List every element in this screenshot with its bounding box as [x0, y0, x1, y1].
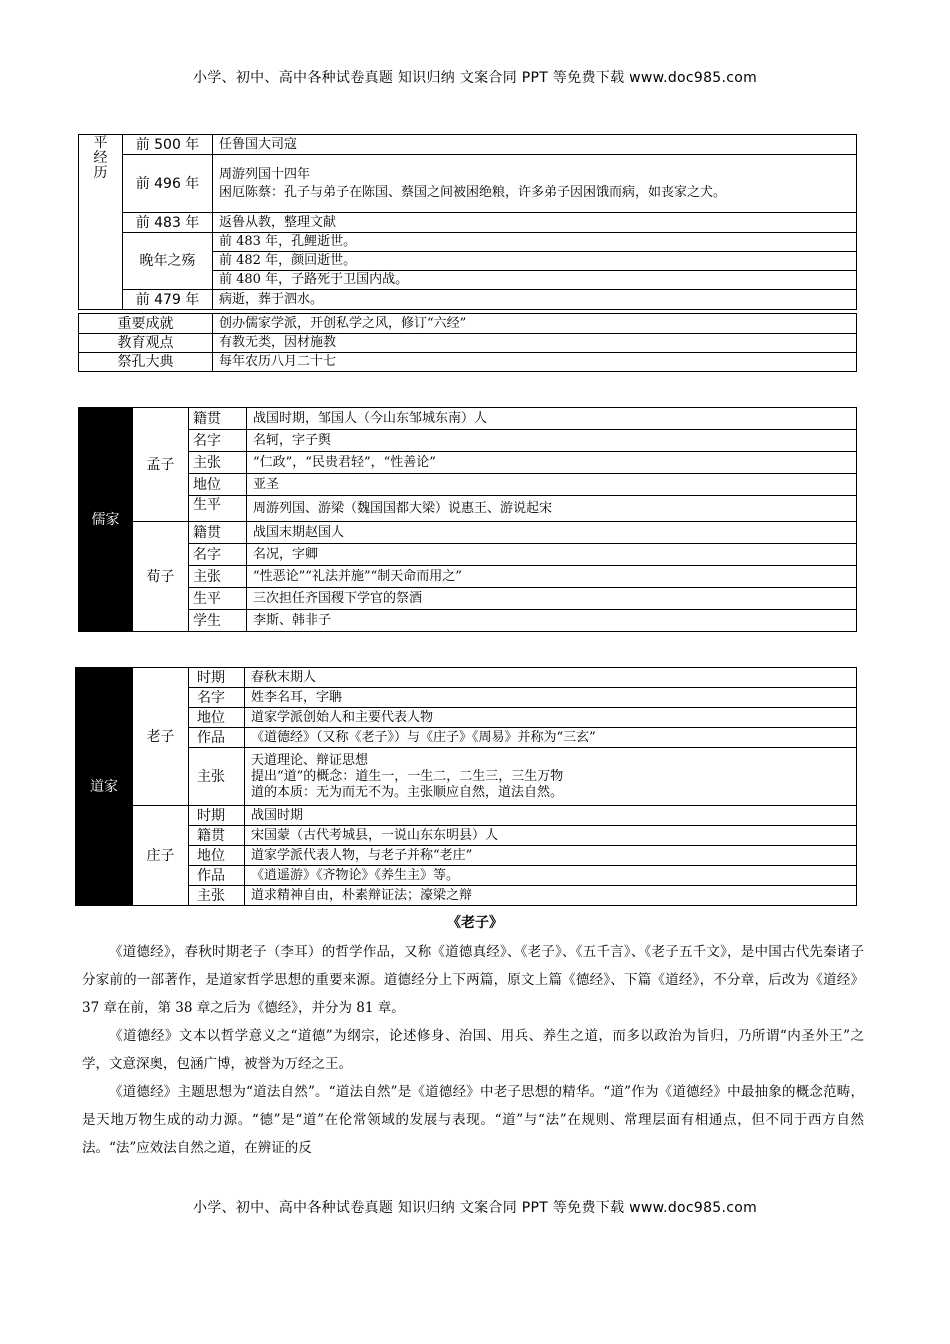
person-name: 庄子 — [133, 806, 189, 906]
attr-value: “性恶论”“礼法并施”“制天命而用之” — [247, 566, 857, 588]
attr-value: 战国末期赵国人 — [247, 522, 857, 544]
page-footer: 小学、初中、高中各种试卷真题 知识归纳 文案合同 PPT 等免费下载 www.doc985.com — [192, 1200, 758, 1216]
attr-key: 籍贯 — [189, 408, 247, 430]
attr-value: 战国时期，邹国人（今山东邹城东南）人 — [247, 408, 857, 430]
attr-key: 主张 — [189, 748, 245, 806]
article-title: 《老子》 — [447, 915, 503, 931]
attr-key: 籍贯 — [189, 522, 247, 544]
confucius-life-table — [78, 134, 857, 310]
event-cell: 任鲁国大司寇 — [213, 135, 857, 155]
attr-key: 主张 — [189, 886, 245, 906]
attr-value: 姓李名耳，字聃 — [245, 688, 857, 708]
event-cell: 前 482 年，颜回逝世。 — [213, 252, 857, 271]
year-cell: 前 483 年 — [123, 213, 213, 233]
attr-value: 《道德经》（又称《老子》）与《庄子》《周易》并称为“三玄” — [245, 728, 857, 748]
attr-key: 地位 — [189, 846, 245, 866]
article-paragraph: 《道德经》主题思想为“道法自然”。“道法自然”是《道德经》中老子思想的精华。“道”作为《道德经》中最抽象的概念范畴，是天地万物生成的动力源。“德”是“道”在伦常领域的发展与表现。“道”与“法”在规则、常理层面有相通点，但不同于西方自然法。“法”应效法自然之道，在辨证的反 — [82, 1084, 864, 1156]
extra-label: 重要成就 — [79, 314, 213, 334]
attr-key: 学生 — [189, 610, 247, 632]
attr-value: 李斯、韩非子 — [247, 610, 857, 632]
attr-key: 生平 — [189, 496, 247, 522]
event-cell: 前 480 年，子路死于卫国内战。 — [213, 271, 857, 290]
event-line: 困厄陈蔡：孔子与弟子在陈国、蔡国之间被困绝粮，许多弟子因困饿而病，如丧家之犬。 — [219, 184, 727, 200]
attr-key: 名字 — [189, 544, 247, 566]
extra-label: 祭孔大典 — [79, 353, 213, 372]
extra-value: 每年农历八月二十七 — [213, 353, 857, 372]
attr-value: 道家学派代表人物，与老子并称“老庄” — [245, 846, 857, 866]
attr-value: 《逍遥游》《齐物论》《养生主》等。 — [245, 866, 857, 886]
attr-key: 名字 — [189, 430, 247, 452]
attr-value: 道求精神自由，朴素辩证法；濠梁之辩 — [245, 886, 857, 906]
attr-value: 三次担任齐国稷下学官的祭酒 — [247, 588, 857, 610]
attr-key: 时期 — [189, 668, 245, 688]
event-cell: 病逝，葬于泗水。 — [213, 290, 857, 310]
attr-value: 宋国蒙（古代考城县，一说山东东明县）人 — [245, 826, 857, 846]
attr-value: “仁政”，“民贵君轻”，“性善论” — [247, 452, 857, 474]
year-cell: 前 496 年 — [123, 155, 213, 213]
confucianism-table — [78, 407, 857, 632]
attr-key: 名字 — [189, 688, 245, 708]
life-side-label: 平 经 历 — [79, 135, 123, 310]
attr-key: 主张 — [189, 452, 247, 474]
person-name: 荀子 — [133, 522, 189, 632]
extra-label: 教育观点 — [79, 334, 213, 353]
taoism-table — [75, 667, 857, 906]
attr-key: 地位 — [189, 708, 245, 728]
claim-line: 道的本质：无为而无不为。主张顺应自然，道法自然。 — [251, 784, 564, 800]
event-line: 周游列国十四年 — [219, 166, 311, 182]
attr-key: 生平 — [189, 588, 247, 610]
claim-line: 天道理论、辩证思想 — [251, 752, 369, 768]
school-label: 道家 — [76, 668, 133, 906]
extra-value: 有教无类，因材施教 — [213, 334, 857, 353]
attr-value: 战国时期 — [245, 806, 857, 826]
attr-value: 春秋末期人 — [245, 668, 857, 688]
year-cell: 晚年之殇 — [123, 233, 213, 290]
school-label: 儒家 — [79, 408, 133, 632]
event-cell: 前 483 年，孔鲤逝世。 — [213, 233, 857, 252]
attr-value — [245, 748, 857, 806]
person-name: 孟子 — [133, 408, 189, 522]
year-cell: 前 500 年 — [123, 135, 213, 155]
attr-key: 籍贯 — [189, 826, 245, 846]
attr-value: 周游列国、游梁（魏国国都大梁）说惠王、游说起宋 — [247, 496, 857, 522]
attr-key: 作品 — [189, 728, 245, 748]
attr-key: 地位 — [189, 474, 247, 496]
year-cell: 前 479 年 — [123, 290, 213, 310]
person-name: 老子 — [133, 668, 189, 806]
attr-value: 名轲，字子舆 — [247, 430, 857, 452]
attr-value: 道家学派创始人和主要代表人物 — [245, 708, 857, 728]
claim-line: 提出“道”的概念：道生一，一生二，二生三，三生万物 — [251, 768, 564, 784]
article-body — [82, 938, 864, 1162]
attr-key: 作品 — [189, 866, 245, 886]
article-paragraph: 《道德经》文本以哲学意义之“道德”为纲宗，论述修身、治国、用兵、养生之道，而多以政治为旨归，乃所谓“内圣外王”之学，文意深奥，包涵广博，被誉为万经之王。 — [82, 1028, 864, 1072]
page-header: 小学、初中、高中各种试卷真题 知识归纳 文案合同 PPT 等免费下载 www.doc985.com — [192, 70, 758, 86]
attr-key: 时期 — [189, 806, 245, 826]
attr-value: 名况，字卿 — [247, 544, 857, 566]
event-cell: 返鲁从教，整理文献 — [213, 213, 857, 233]
attr-key: 主张 — [189, 566, 247, 588]
event-cell — [213, 155, 857, 213]
attr-value: 亚圣 — [247, 474, 857, 496]
article-paragraph: 《道德经》，春秋时期老子（李耳）的哲学作品，又称《道德真经》、《老子》、《五千言》、《老子五千文》，是中国古代先秦诸子分家前的一部著作，是道家哲学思想的重要来源。道德经分上下两篇，原文上篇《德经》、下篇《道经》，不分章，后改为《道经》37 章在前，第 38 章之后为《德经》，并分为 81 章。 — [82, 944, 864, 1016]
confucius-extra-table — [78, 313, 857, 372]
extra-value: 创办儒家学派，开创私学之风，修订“六经” — [213, 314, 857, 334]
